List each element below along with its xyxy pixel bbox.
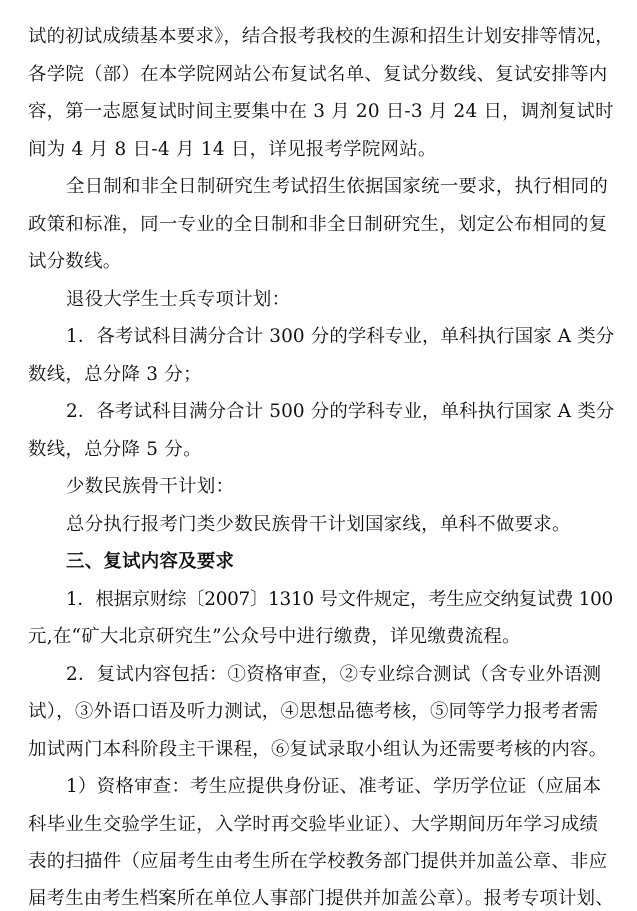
- paragraph-line: 加试两门本科阶段主干课程，⑥复试录取小组认为还需要考核的内容。: [28, 739, 608, 760]
- section-label: 少数民族骨干计划：: [66, 476, 235, 497]
- list-item: 2．复试内容包括：①资格审查，②专业综合测试（含专业外语测: [66, 664, 602, 685]
- paragraph-line: 各学院（部）在本学院网站公布复试名单、复试分数线、复试安排等内: [28, 64, 608, 85]
- list-item: 1．各考试科目满分合计 300 分的学科专业，单科执行国家 A 类分: [66, 326, 615, 347]
- paragraph-line: 总分执行报考门类少数民族骨干计划国家线，单科不做要求。: [66, 514, 571, 535]
- paragraph-line: 数线，总分降 3 分；: [28, 364, 202, 385]
- paragraph-line: 间为 4 月 8 日-4 月 14 日，详见报考学院网站。: [28, 139, 437, 160]
- paragraph-line: 容，第一志愿复试时间主要集中在 3 月 20 日-3 月 24 日，调剂复试时: [28, 101, 614, 122]
- paragraph-line: 政策和标准，同一专业的全日制和非全日制研究生，划定公布相同的复: [28, 214, 608, 235]
- paragraph-line: 试），③外语口语及听力测试，④思想品德考核，⑤同等学力报考者需: [28, 701, 599, 722]
- paragraph-line: 元,在“矿大北京研究生”公众号中进行缴费，详见缴费流程。: [28, 626, 521, 647]
- paragraph-line: 试的初试成绩基本要求》，结合报考我校的生源和招生计划安排等情况，: [28, 26, 614, 47]
- paragraph-line: 数线，总分降 5 分。: [28, 439, 202, 460]
- list-item: 1）资格审查：考生应提供身份证、准考证、学历学位证（应届本: [66, 776, 602, 797]
- paragraph-line: 全日制和非全日制研究生考试招生依据国家统一要求，执行相同的: [66, 176, 609, 197]
- list-item: 2．各考试科目满分合计 500 分的学科专业，单科执行国家 A 类分: [66, 401, 615, 422]
- paragraph-line: 科毕业生交验学生证，入学时再交验毕业证）、大学期间历年学习成绩: [28, 814, 599, 835]
- paragraph-line: 表的扫描件（应届考生由考生所在学校教务部门提供并加盖公章、非应: [28, 851, 608, 872]
- paragraph-line: 试分数线。: [28, 251, 122, 272]
- list-item: 1．根据京财综〔2007〕1310 号文件规定，考生应交纳复试费 100: [66, 589, 613, 610]
- paragraph-line: 届考生由考生档案所在单位人事部门提供并加盖公章）。报考专项计划、: [28, 888, 614, 909]
- section-label: 退役大学生士兵专项计划：: [66, 289, 291, 310]
- section-heading: 三、复试内容及要求: [66, 551, 235, 572]
